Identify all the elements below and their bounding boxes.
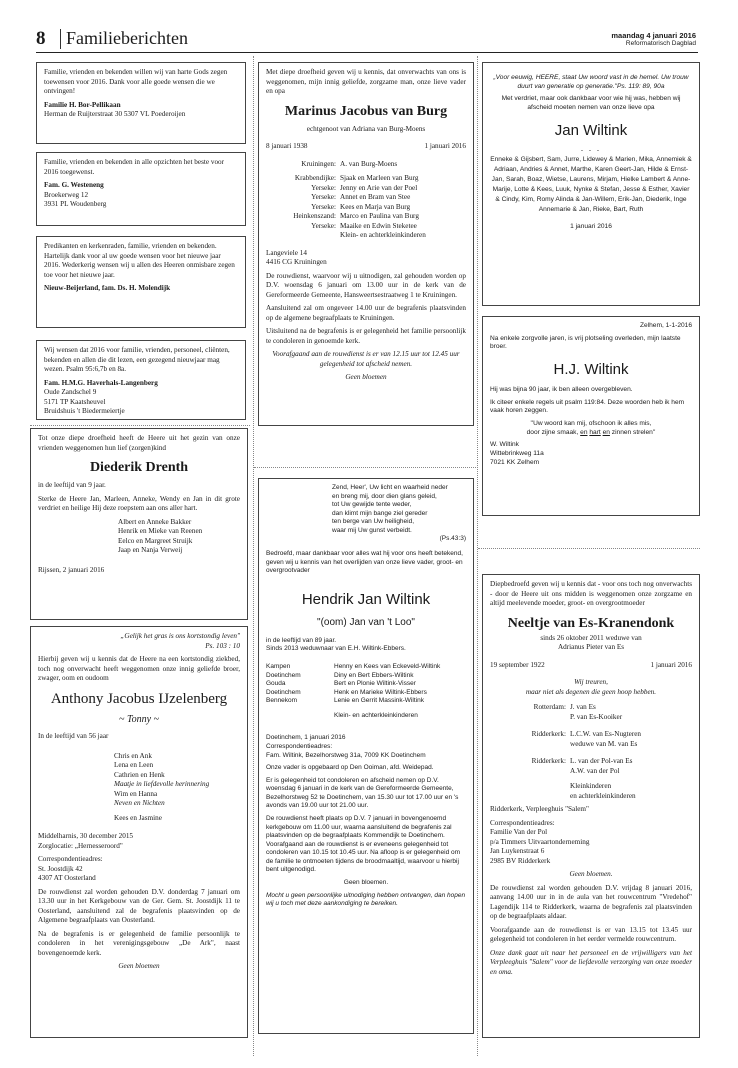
viewing-info: Onze vader is opgebaard op Den Ooiman, afd. Weidepad. xyxy=(266,764,434,772)
issue-date: maandag 4 januari 2016 xyxy=(611,31,696,40)
signer: Albert en Anneke Bakker xyxy=(118,517,192,526)
birth-date: 8 januari 1938 xyxy=(266,142,308,151)
home-city: 4416 CG Kruiningen xyxy=(266,258,327,267)
husband-name: Adrianus Pieter van Es xyxy=(557,643,625,652)
condolence-info: Na de begrafenis is er gelegenheid de familie persoonlijk te condoleren in het verenigingsgebouw „De Ark", naast bovengenoemde kerk. xyxy=(38,929,240,957)
poem-line: tot Uw gewijde tente weder, xyxy=(332,501,412,509)
family-name: L.C.W. van Es-Nugteren xyxy=(570,730,641,739)
row-separator xyxy=(254,467,476,468)
family-member: Cathrien en Henk xyxy=(114,770,165,779)
signer: Henrik en Mieke van Reenen xyxy=(118,527,203,536)
header-rule xyxy=(36,52,698,53)
care-location: Zorglocatie: „Hernesseroord" xyxy=(38,841,123,850)
widow-line: sinds 26 oktober 2011 weduwe van xyxy=(540,633,642,642)
closing-note: Mocht u geen persoonlijke uitnodiging hebben ontvangen, dan hopen wij u toch met deze aankondiging te bereiken. xyxy=(266,891,466,908)
signer-street: Wittebrinkweg 11a xyxy=(490,450,544,458)
family-table xyxy=(266,663,466,706)
deceased-name: Jan Wiltink xyxy=(554,121,628,139)
signer: Jaap en Nanja Verweij xyxy=(118,546,183,555)
grandchildren: en achterkleinkinderen xyxy=(570,791,636,800)
notice-intro: Diepbedroefd geven wij u kennis dat - voor ons toch nog onverwachts - door de Heere uit ons midden is weggenomen onze zorgzame en altijd meelevende moeder, groot- en overgrootmoeder xyxy=(490,580,692,607)
family-table xyxy=(490,703,692,776)
corr-line: Jan Luykenstraat 6 xyxy=(490,847,545,856)
poem-line: waar mij Uw gunst verbeidt. xyxy=(332,526,412,534)
notice-intro: Hierbij geven wij u kennis dat de Heere na een kortstondig ziekbed, toch nog onverwacht heeft weggenomen onze innig geliefde broer, zwager, oom en oudoom xyxy=(38,655,240,682)
notice-text: Predikanten en kerkenraden, familie, vrienden en bekenden. Hartelijk dank voor al uw goede wensen voor het nieuwe jaar 2016. Wederkerig wensen wij u allen des Heeren onmisbare zegen toe voor het nieuwe jaar. xyxy=(44,242,235,279)
family-name: L. van der Pol-van Es xyxy=(570,757,633,766)
family-names xyxy=(570,757,692,776)
corr-address: Fam. Wiltink, Bezelhorstweg 31a, 7009 KK Doetinchem xyxy=(266,751,426,759)
flowers-note: Geen bloemen. xyxy=(343,879,389,887)
family-names: Annet en Bram van Stee xyxy=(340,193,411,202)
family-place: Yerseke: xyxy=(311,193,336,202)
widower-line: Sinds 2013 weduwnaar van E.H. Wiltink-Ebbers. xyxy=(266,645,406,653)
notice-westeneng xyxy=(36,152,246,226)
row-separator xyxy=(478,548,700,549)
signer-list xyxy=(38,518,240,556)
poem xyxy=(266,484,466,535)
row-separator xyxy=(30,425,250,426)
deceased-age: in de leeftijd van 89 jaar. xyxy=(266,636,337,644)
family-names: Kees en Marja van Burg xyxy=(340,202,411,211)
place-date: Doetinchem, 1 januari 2016 xyxy=(266,734,346,742)
page-number: 8 xyxy=(36,28,46,49)
quote-part: door zijne smaak, xyxy=(526,428,579,436)
quote-line xyxy=(490,429,692,438)
notice-molendijk xyxy=(36,236,246,328)
notice-bor xyxy=(36,62,246,144)
notice-text: Familie, vrienden en bekenden in alle opzichten het beste voor 2016 toegewenst. xyxy=(44,158,225,176)
burial-info: Aansluitend zal om ongeveer 14.00 uur de begrafenis plaatsvinden op de algemene begraafplaats te Kruiningen. xyxy=(266,304,466,322)
place-date: Middelharnis, 30 december 2015 xyxy=(38,832,134,841)
poem-ref: (Ps.43:3) xyxy=(439,535,466,543)
notice-drenth xyxy=(30,428,248,620)
notice-intro: Tot onze diepe droefheid heeft de Heere uit het gezin van onze vrienden weggenomen hun lief (zorgen)kind xyxy=(38,434,240,452)
notice-text: Familie, vrienden en bekenden willen wij van harte Gods zegen toewensen voor 2016. Dank voor alle goede wensen die we ontvingen! xyxy=(44,68,228,95)
family-names: A. van Burg-Moens xyxy=(340,159,398,168)
notice-city: 3931 PL Woudenberg xyxy=(44,200,107,208)
spouse-line: echtgenoot van Adriana van Burg-Moens xyxy=(306,124,426,133)
service-info: De rouwdienst heeft plaats op D.V. 7 januari in bovengenoemd kerkgebouw om 11.00 uur, waarna aansluitend de begrafenis zal plaatsvinden op de begraafplaats Kommendijk te Doetinchem. Voorafgaand aan de rouwdienst is er eveneens gelegenheid tot condoleren van 10.15 tot 10.45 uur. Na afloop is er gelegenheid om de familie te ontmoeten tijdens de broodmaaltijd, waarvoor u hierbij bent uitgenodigd. xyxy=(266,815,461,874)
family-name: A.W. van der Pol xyxy=(570,766,620,775)
family-place: Kampen xyxy=(266,662,291,670)
mourn-line: maar niet als degenen die geen hoop hebben. xyxy=(525,687,657,696)
family-place: Bennekom xyxy=(266,697,298,705)
flowers-note: Geen bloemen xyxy=(118,962,160,971)
quote-ref: Ps. 103 : 10 xyxy=(205,641,240,650)
notice-ijzelenberg xyxy=(30,626,248,1038)
poem-line: en breng mij, door dien glans geleid, xyxy=(332,492,437,500)
corr-street: St. Joostdijk 42 xyxy=(38,864,83,873)
service-info: De rouwdienst zal worden gehouden D.V. donderdag 7 januari om 13.30 uur in het Kerkgebouw van de Ger. Gem. St. Joostdijk 11 te Oosterland, aansluitend zal de begrafenis plaatsvinden op de Algemene begraafplaats van Oosterland. xyxy=(38,887,240,925)
family-member: Wim en Hanna xyxy=(114,789,158,798)
family-names: Henny en Kees van Eckeveld-Wiltink xyxy=(334,662,441,670)
corr-label: Correspondentieadres: xyxy=(490,818,555,827)
family-names: Bert en Plonie Wiltink-Visser xyxy=(334,680,416,688)
corr-line: Familie Van der Pol xyxy=(490,828,548,837)
mourn-line: Wij treuren, xyxy=(574,678,608,687)
corr-label: Correspondentieadres: xyxy=(38,855,103,864)
family-member: Lena en Leen xyxy=(114,761,154,770)
family-place: Yerseke: xyxy=(311,221,336,230)
family-names: Sjaak en Marleen van Burg xyxy=(340,174,419,183)
family-place: Yerseke: xyxy=(311,183,336,192)
deceased-age: In de leeftijd van 56 jaar xyxy=(38,732,109,741)
flowers-note: Geen bloemen. xyxy=(569,870,613,879)
grandchildren: Klein- en achterkleinkinderen xyxy=(334,711,418,719)
thanks-note: Onze dank gaat uit naar het personeel en de vrijwilligers van het Verpleeghuis "Salem" voor de liefdevolle verzorging van onze moeder en oma. xyxy=(490,948,692,976)
notice-intro: Met diepe droefheid geven wij u kennis, dat onverwachts van ons is weggenomen, mijn innig geliefde, zorgzame man, onze lieve vader en opa xyxy=(266,68,466,95)
notice-hendrik-jan-wiltink xyxy=(258,478,474,1034)
family-names: Marco en Paulina van Burg xyxy=(340,212,419,221)
grandchildren: Kleinkinderen xyxy=(570,782,612,791)
deceased-age: in de leeftijd van 9 jaar. xyxy=(38,481,106,490)
family-place: Krabbendijke: xyxy=(294,174,336,183)
quote-part: en xyxy=(580,428,588,436)
condolence-info: Uitsluitend na de begrafenis is er gelegenheid het familie persoonlijk te condoleren in genoemde kerk. xyxy=(266,327,466,345)
family-names: Jenny en Arie van der Poel xyxy=(340,183,418,192)
family-place: Kruiningen: xyxy=(301,159,336,168)
condolence-info: Voorafgaande aan de rouwdienst is er van 13.15 tot 13.45 uur gelegenheid tot condoleren in het eerder vermelde rouwcentrum. xyxy=(490,925,692,944)
condolence-info: Er is gelegenheid tot condoleren en afscheid nemen op D.V. woensdag 6 januari in de kerk van de Gereformeerde Gemeente, Bezelhorstweg 52 te Doetinchem, van 15.30 uur tot 17.00 uur en 's avonds van 19.00 uur tot 21.00 uur. xyxy=(266,776,459,810)
notice-date: 1 januari 2016 xyxy=(570,222,612,230)
family-names: Henk en Marieke Wiltink-Ebbers xyxy=(334,688,427,696)
birth-date: 19 september 1922 xyxy=(490,660,545,669)
family-place: Ridderkerk: xyxy=(531,757,566,766)
column-separator xyxy=(253,56,254,1056)
place-date: Rijssen, 2 januari 2016 xyxy=(38,565,105,574)
notice-signer: Fam. H.M.G. Haverhals-Langenberg xyxy=(44,378,158,387)
signer-city: 7021 KK Zelhem xyxy=(490,458,540,466)
corr-label: Correspondentieadres: xyxy=(266,742,333,750)
notice-van-es-kranendonk xyxy=(482,574,700,1038)
service-info: De rouwdienst, waarvoor wij u uitnodigen, zal gehouden worden op D.V. woensdag 6 januari om 13.00 uur in de kerk van de Gereformeerde Gemeente, Hansweertsestraatweg 1 te Kruiningen. xyxy=(266,271,466,299)
deceased-name: Anthony Jacobus IJzelenberg xyxy=(50,690,228,707)
poem-line: dan klimt mijn bange ziel gereder xyxy=(332,509,428,517)
corr-line: 2985 BV Ridderkerk xyxy=(490,856,551,865)
date-line xyxy=(266,142,466,152)
quote: „Voor eeuwig, HEERE, staat Uw woord vast in de hemel. Uw trouw duurt van generatie op generatie."Ps. 119: 89, 90a xyxy=(493,74,689,90)
family-member: Kees en Jasmine xyxy=(114,813,162,822)
family-names: Klein- en achterkleinkinderen xyxy=(340,231,426,240)
deceased-name: Hendrik Jan Wiltink xyxy=(301,590,431,608)
notice-street: Broekerweg 12 xyxy=(44,190,89,199)
poem-line: Zend, Heer', Uw licht en waarheid neder xyxy=(332,484,448,491)
quote: „Gelijk het gras is ons kortstondig leven" xyxy=(120,632,240,640)
family-place: Doetinchem xyxy=(266,671,301,679)
signer: W. Wiltink xyxy=(490,441,519,449)
notice-text: Wij wensen dat 2016 voor familie, vrienden, personeel, cliënten, bekenden en allen die dit lezen, een gezegend nieuwjaar mag wezen. Psalm 95:6,7b en 8a. xyxy=(44,346,230,373)
quote-part: zinnen strelen'' xyxy=(611,428,656,436)
quote-line: ''Uw woord kan mij, ofschoon ik alles mis, xyxy=(530,420,652,428)
notice-city: 5171 TP Kaatsheuvel xyxy=(44,397,106,406)
deceased-nickname: ~ Tonny ~ xyxy=(119,714,159,726)
date-line xyxy=(490,661,692,671)
service-info: De rouwdienst zal worden gehouden D.V. vrijdag 8 januari 2016, aanvang 14.00 uur in in de aula van het rouwcentrum "Vredehof" Lagendijk 114 te Ridderkerk, waarna de begrafenis zal plaatsvinden op de begraafplaats aldaar. xyxy=(490,883,692,921)
family-name: J. van Es xyxy=(570,703,596,712)
family-member: Maatje in liefdevolle herinnering xyxy=(114,780,210,789)
section-title: Familieberichten xyxy=(66,28,188,48)
notice-intro: Met verdriet, maar ook dankbaar voor wie hij was, hebben wij afscheid moeten nemen van onze lieve opa xyxy=(501,95,681,112)
notice-text: Ik citeer enkele regels uit psalm 119:84. Deze woorden heb ik hem vaak horen zeggen. xyxy=(490,398,685,415)
column-separator xyxy=(477,56,478,1056)
home-street: Langeviele 14 xyxy=(266,248,307,257)
death-date: 1 januari 2016 xyxy=(424,142,466,151)
grandchildren-list: Enneke & Gijsbert, Sam, Jurre, Lidewey & Marien, Mika, Annemiek & Adriaan, Andries & Annet, Marthe, Karen Geert-Jan, Hilde & Ernst-Jan, Sarah, Boaz, Wietse, Laurens, Mirjam, Hielke Lambert & Anne-Marije, Lotte & Kees, Luuk, Nynke & Stefan, Jesse & Esther, Xavier & Cindy, Kim, Romy Alinda & Jan-Willem, Erik-Jan, Diederik, Inge Annemarie & Jan, Rieke, Bart, Ruth xyxy=(490,156,692,213)
death-date: 1 januari 2016 xyxy=(650,660,692,669)
family-place: Heinkenszand: xyxy=(293,212,336,221)
signer: Eelco en Margreet Struijk xyxy=(118,536,193,545)
quote-part: en xyxy=(602,428,610,436)
poem-line: ten berge van Uw heiligheid, xyxy=(332,518,415,526)
notice-text: Hij was bijna 90 jaar, ik ben alleen overgebleven. xyxy=(490,385,633,393)
notice-intro: Bedroefd, maar dankbaar voor alles wat hij voor ons heeft betekend, geven wij u kennis van het overlijden van onze lieve vader, groot- en overgrootvader xyxy=(266,550,463,575)
family-name: P. van Es-Kooiker xyxy=(570,712,623,721)
place-date: Zelhem, 1-1-2016 xyxy=(639,322,692,329)
deceased-nickname: "(oom) Jan van 't Loo" xyxy=(317,616,415,628)
notice-signer: Familie H. Bor-Pellikaan xyxy=(44,100,121,109)
deceased-name: H.J. Wiltink xyxy=(553,361,629,379)
family-names: Maaike en Edwin Steketee xyxy=(340,221,417,230)
family-member: Chris en Ank xyxy=(114,751,152,760)
notice-extra: Bruidshuis 't Biedermeiertje xyxy=(44,407,125,415)
family-names: Diny en Bert Ebbers-Wiltink xyxy=(334,671,414,679)
corr-city: 4307 AT Oosterland xyxy=(38,874,96,883)
notice-jan-wiltink xyxy=(482,62,700,306)
family-names xyxy=(570,703,692,722)
family-member: Neven en Nichten xyxy=(114,799,165,808)
separator-dots: - - - xyxy=(580,146,602,154)
newspaper-name: Reformatorisch Dagblad xyxy=(625,40,696,47)
notice-haverhals xyxy=(36,340,246,420)
notice-intro: Na enkele zorgvolle jaren, is vrij plotseling overleden, mijn laatste broer. xyxy=(490,334,681,351)
care-home: Ridderkerk, Verpleeghuis "Salem" xyxy=(490,805,589,814)
family-place: Rotterdam: xyxy=(533,703,566,712)
notice-text: Sterke de Heere Jan, Marleen, Anneke, Wendy en Jan in dit grote verdriet en heilige Hij deze roepstem aan ons aller hart. xyxy=(38,494,240,513)
deceased-name: Diederik Drenth xyxy=(89,460,189,475)
family-list xyxy=(38,752,240,824)
notice-signer: Fam. G. Westeneng xyxy=(44,181,104,189)
gathering-info: Voorafgaand aan de rouwdienst is er van 12.15 uur tot 12.45 uur gelegenheid tot afscheid nemen. xyxy=(272,350,460,368)
deceased-name: Neeltje van Es-Kranendonk xyxy=(507,615,675,631)
corr-line: p/a Timmers Uitvaartonderneming xyxy=(490,837,590,846)
family-name: weduwe van M. van Es xyxy=(570,739,638,748)
family-place: Ridderkerk: xyxy=(531,730,566,739)
notice-street: Oude Zandschel 9 xyxy=(44,388,97,396)
family-place: Gouda xyxy=(266,680,286,688)
flowers-note: Geen bloemen xyxy=(345,373,387,382)
header-divider xyxy=(60,29,61,49)
family-place: Doetinchem xyxy=(266,688,301,696)
family-table xyxy=(266,160,466,241)
family-place: Yerseke: xyxy=(311,202,336,211)
family-names: Lenie en Gerrit Massink-Wiltink xyxy=(334,697,424,705)
notice-address: Herman de Ruijterstraat 30 5307 VL Poederoijen xyxy=(44,110,186,118)
notice-vanburg xyxy=(258,62,474,426)
family-names xyxy=(570,730,692,749)
deceased-name: Marinus Jacobus van Burg xyxy=(284,103,448,119)
notice-signer: Nieuw-Beijerland, fam. Ds. H. Molendijk xyxy=(44,284,171,292)
quote-part: hart xyxy=(589,428,601,436)
notice-hj-wiltink xyxy=(482,316,700,516)
